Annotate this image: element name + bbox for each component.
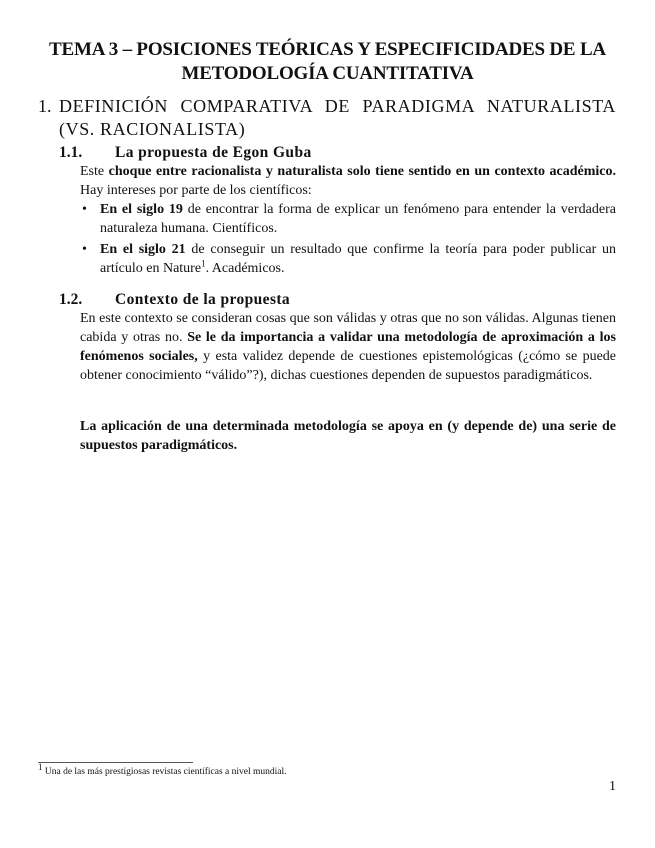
list-item — [80, 200, 616, 238]
list-item — [80, 240, 616, 278]
document-title — [30, 38, 625, 86]
subsection-1-1-heading — [59, 143, 312, 162]
section-1-number: 1. — [38, 96, 52, 116]
title-line-2: METODOLOGÍA CUANTITATIVA — [181, 63, 474, 84]
paragraph-tail: Hay intereses por parte de los científicos: — [80, 183, 312, 198]
bullet-text: de conseguir un resultado que confirme la teoría para poder publicar un artículo en Nature — [100, 242, 616, 276]
footnote-divider — [38, 762, 193, 763]
bullet-bold: En el siglo 21 — [100, 242, 186, 257]
section-1-title: DEFINICIÓN COMPARATIVA DE PARADIGMA NATURALISTA (VS. RACIONALISTA) — [59, 96, 616, 139]
bullet-text: de encontrar la forma de explicar un fenómeno para entender la verdadera naturaleza humana. Científicos. — [100, 202, 616, 236]
footnote — [38, 761, 287, 778]
bullet-icon: • — [82, 202, 87, 217]
subsection-1-1-paragraph — [80, 162, 616, 200]
subsection-1-2-title: Contexto de la propuesta — [115, 291, 291, 308]
subsection-1-2-heading — [59, 290, 290, 309]
paragraph-bold: Se le da importancia a validar una metodología de aproximación a los fenómenos sociales, — [80, 330, 616, 364]
subsection-1-1-bullet-list — [80, 200, 616, 280]
title-line-1: TEMA 3 – POSICIONES TEÓRICAS Y ESPECIFICIDADES DE LA — [49, 39, 606, 60]
footnote-text: Una de las más prestigiosas revistas científicas a nivel mundial. — [44, 767, 287, 777]
bullet-icon: • — [82, 242, 87, 257]
paragraph-bold: choque entre racionalista y naturalista solo tiene sentido en un contexto académico. — [108, 164, 617, 179]
subsection-1-2-number: 1.2. — [59, 291, 83, 308]
footnote-reference[interactable]: 1 — [201, 258, 206, 269]
thesis-statement: La aplicación de una determinada metodología se apoya en (y depende de) una serie de supuestos paradigmáticos. — [80, 419, 616, 453]
subsection-1-2-paragraph — [80, 309, 616, 385]
subsection-1-1-title: La propuesta de Egon Guba — [115, 144, 312, 161]
section-1-heading — [38, 95, 616, 141]
paragraph-lead: En este contexto se consideran cosas que son válidas y otras que no son válidas. Algunas tienen cabida y otras no. — [80, 311, 616, 345]
subsection-1-1-number: 1.1. — [59, 144, 83, 161]
page-number: 1 — [609, 779, 616, 794]
footnote-mark: 1 — [38, 761, 43, 772]
paragraph-tail: y esta validez depende de cuestiones epistemológicas (¿cómo se puede obtener conocimiento “válido”?), dichas cuestiones dependen de supuestos paradigmáticos. — [80, 349, 617, 383]
bullet-text-after: . Académicos. — [205, 261, 285, 276]
paragraph-lead: Este — [80, 164, 105, 179]
bullet-bold: En el siglo 19 — [100, 202, 183, 217]
